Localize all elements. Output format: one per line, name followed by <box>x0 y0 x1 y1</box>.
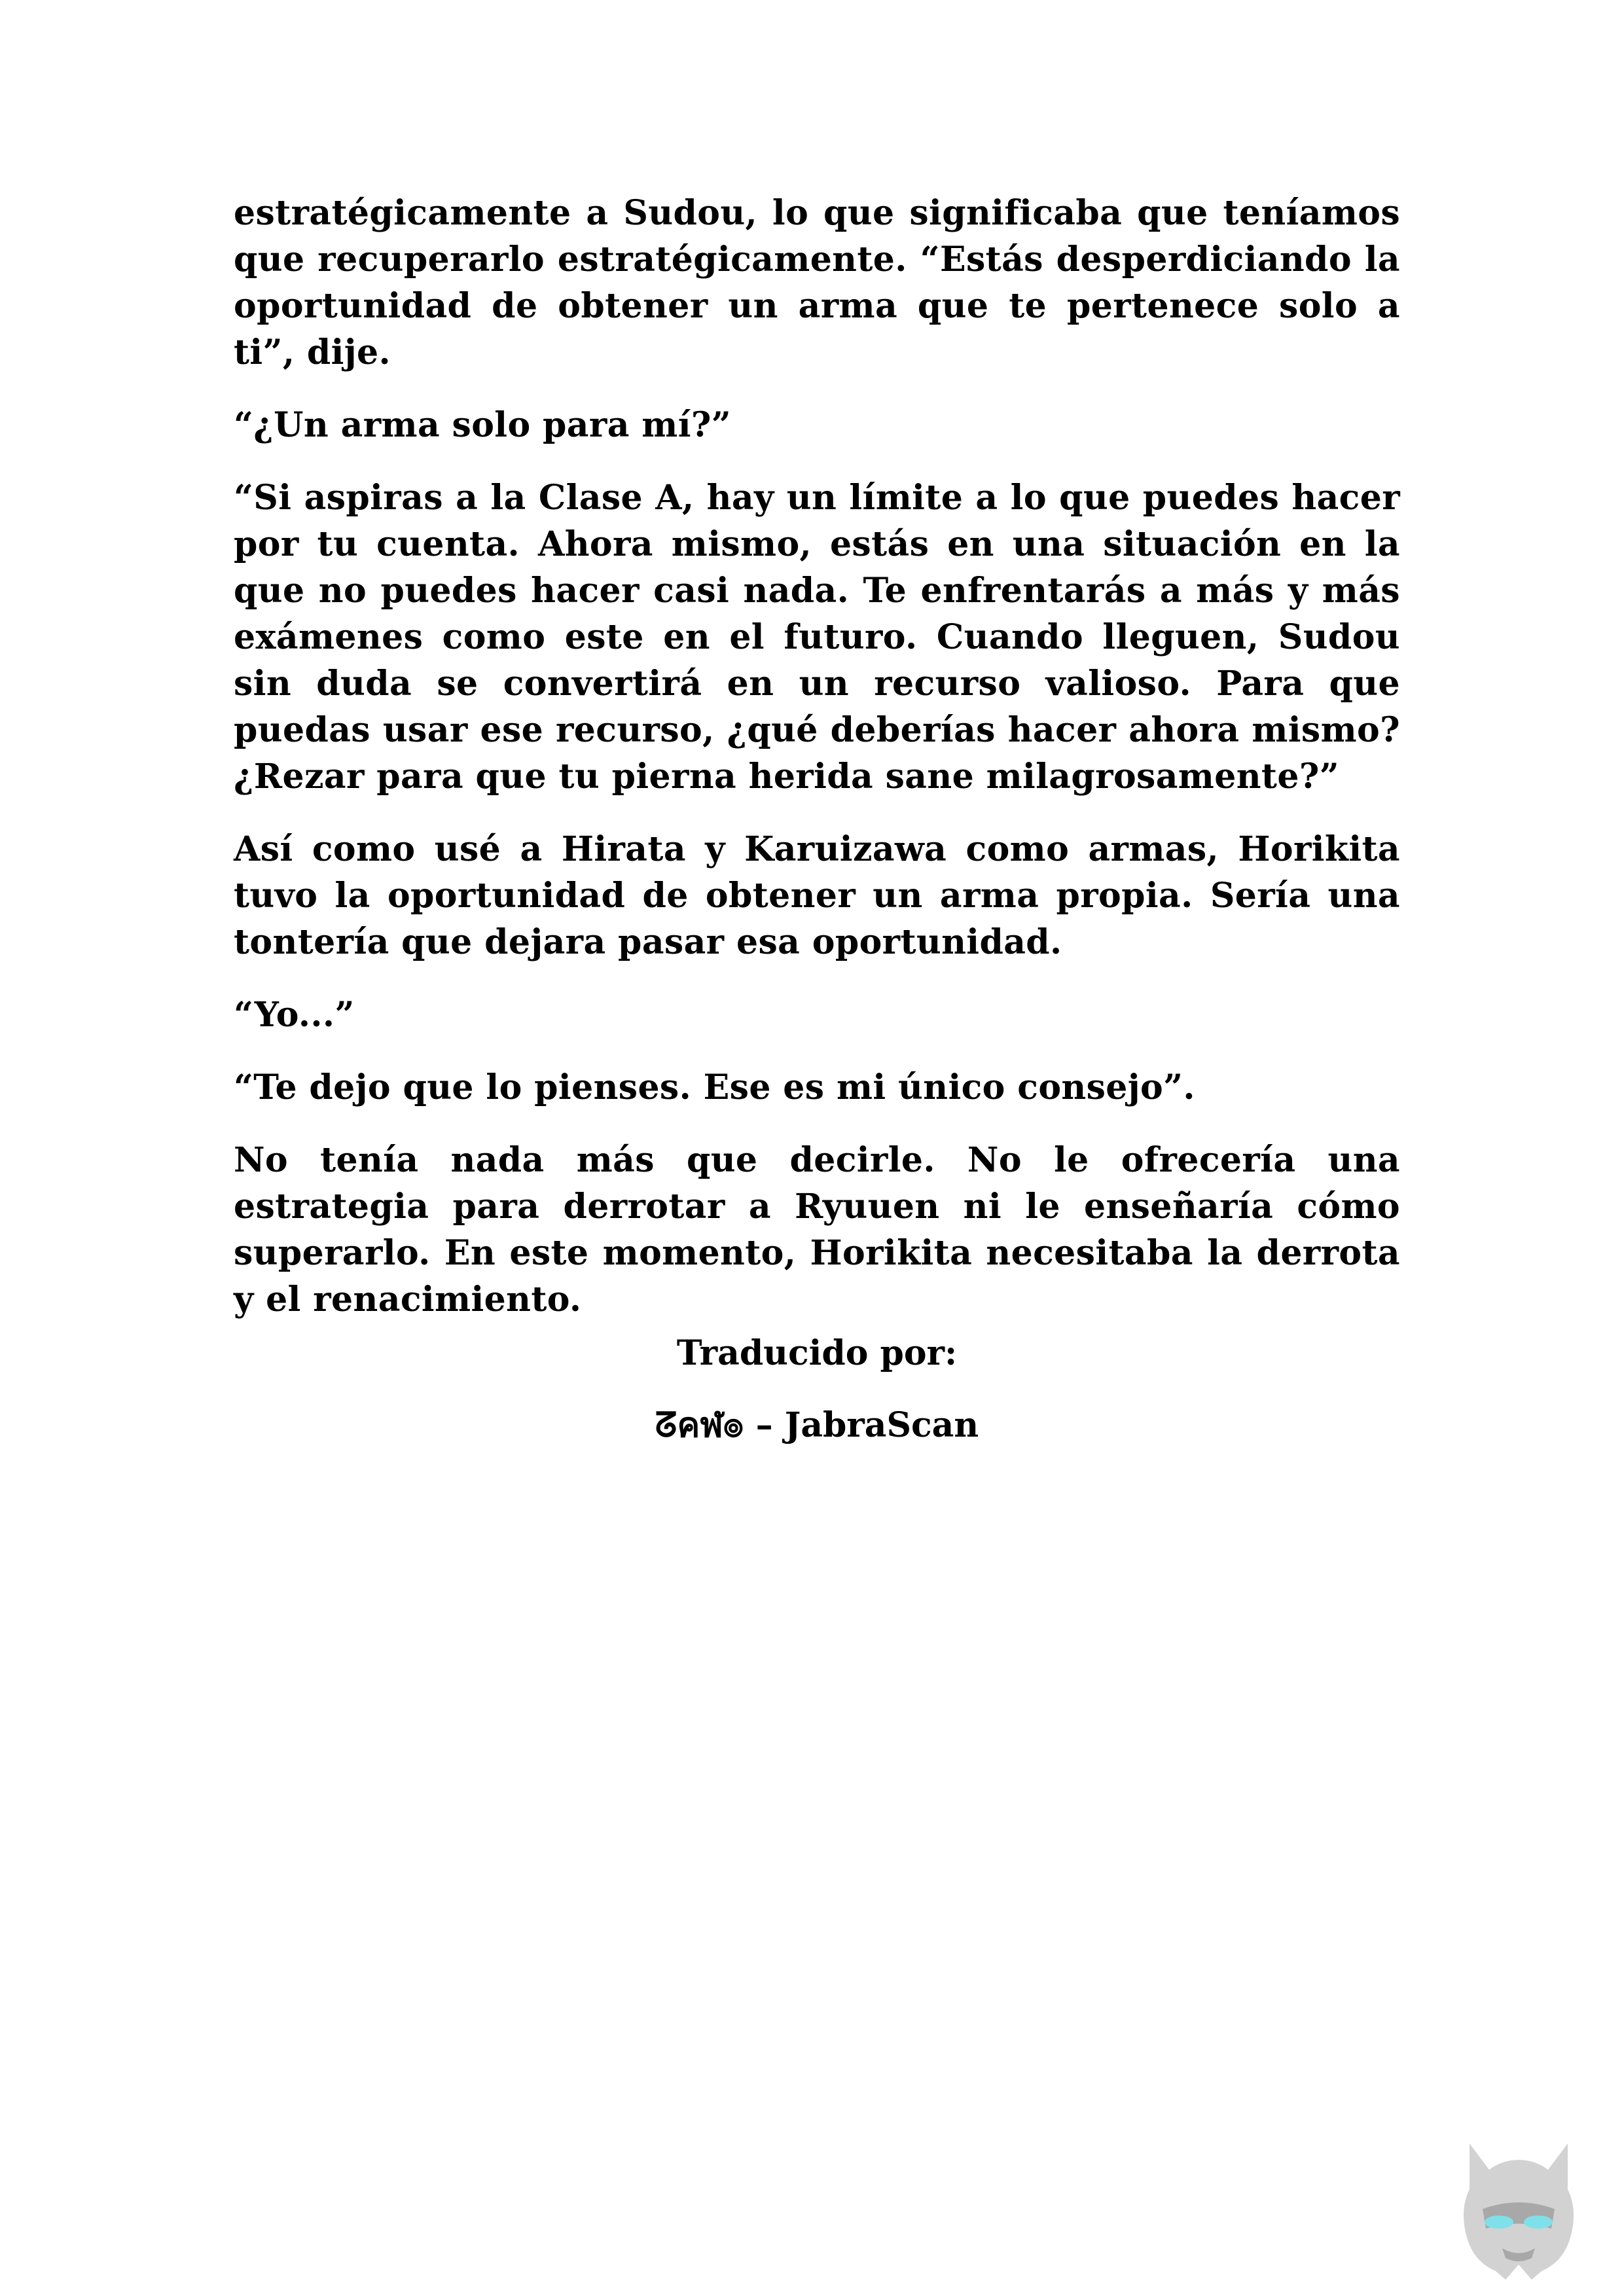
paragraph-5: “Yo...” <box>234 995 355 1035</box>
paragraph-4: Así como usé a Hirata y Karuizawa como armas, Horikita tuvo la oportunidad de obtener un arma propia. Sería una tontería que dejara pasar esa oportunidad. <box>234 829 1400 962</box>
credits-label: Traducido por: <box>676 1333 958 1373</box>
paragraph-2: “¿Un arma solo para mí?” <box>234 405 732 445</box>
demon-head-icon <box>1443 2130 1594 2281</box>
logo-right-eye <box>1524 2215 1553 2229</box>
logo-svg <box>1443 2130 1594 2281</box>
paragraph-6: “Te dejo que lo pienses. Ese es mi único consejo”. <box>234 1067 1195 1107</box>
document-body <box>234 190 1400 1349</box>
paragraph-3: “Si aspiras a la Clase A, hay un límite a lo que puedes hacer por tu cuenta. Ahora mismo, estás en una situación en la que no puedes hacer casi nada. Te enfrentarás a más y más exámenes como este en el futuro. Cuando lleguen, Sudou sin duda se convertirá en un recurso valioso. Para que puedas usar ese recurso, ¿qué deberías hacer ahora mismo? ¿Rezar para que tu pierna herida sane milagrosamente?” <box>234 478 1400 797</box>
paragraph-1: estratégicamente a Sudou, lo que significaba que teníamos que recuperarlo estratégicamente. “Estás desperdiciando la oportunidad de obtener un arma que te pertenece solo a ti”, dije. <box>234 193 1400 372</box>
logo-left-eye <box>1485 2215 1513 2229</box>
credits-translator: ᘔคฬ๏ – JabraScan <box>655 1405 979 1445</box>
paragraph-7: No tenía nada más que decirle. No le ofrecería una estrategia para derrotar a Ryuuen ni le enseñaría cómo superarlo. En este momento, Horikita necesitaba la derrota y el renacimiento. <box>234 1140 1400 1319</box>
